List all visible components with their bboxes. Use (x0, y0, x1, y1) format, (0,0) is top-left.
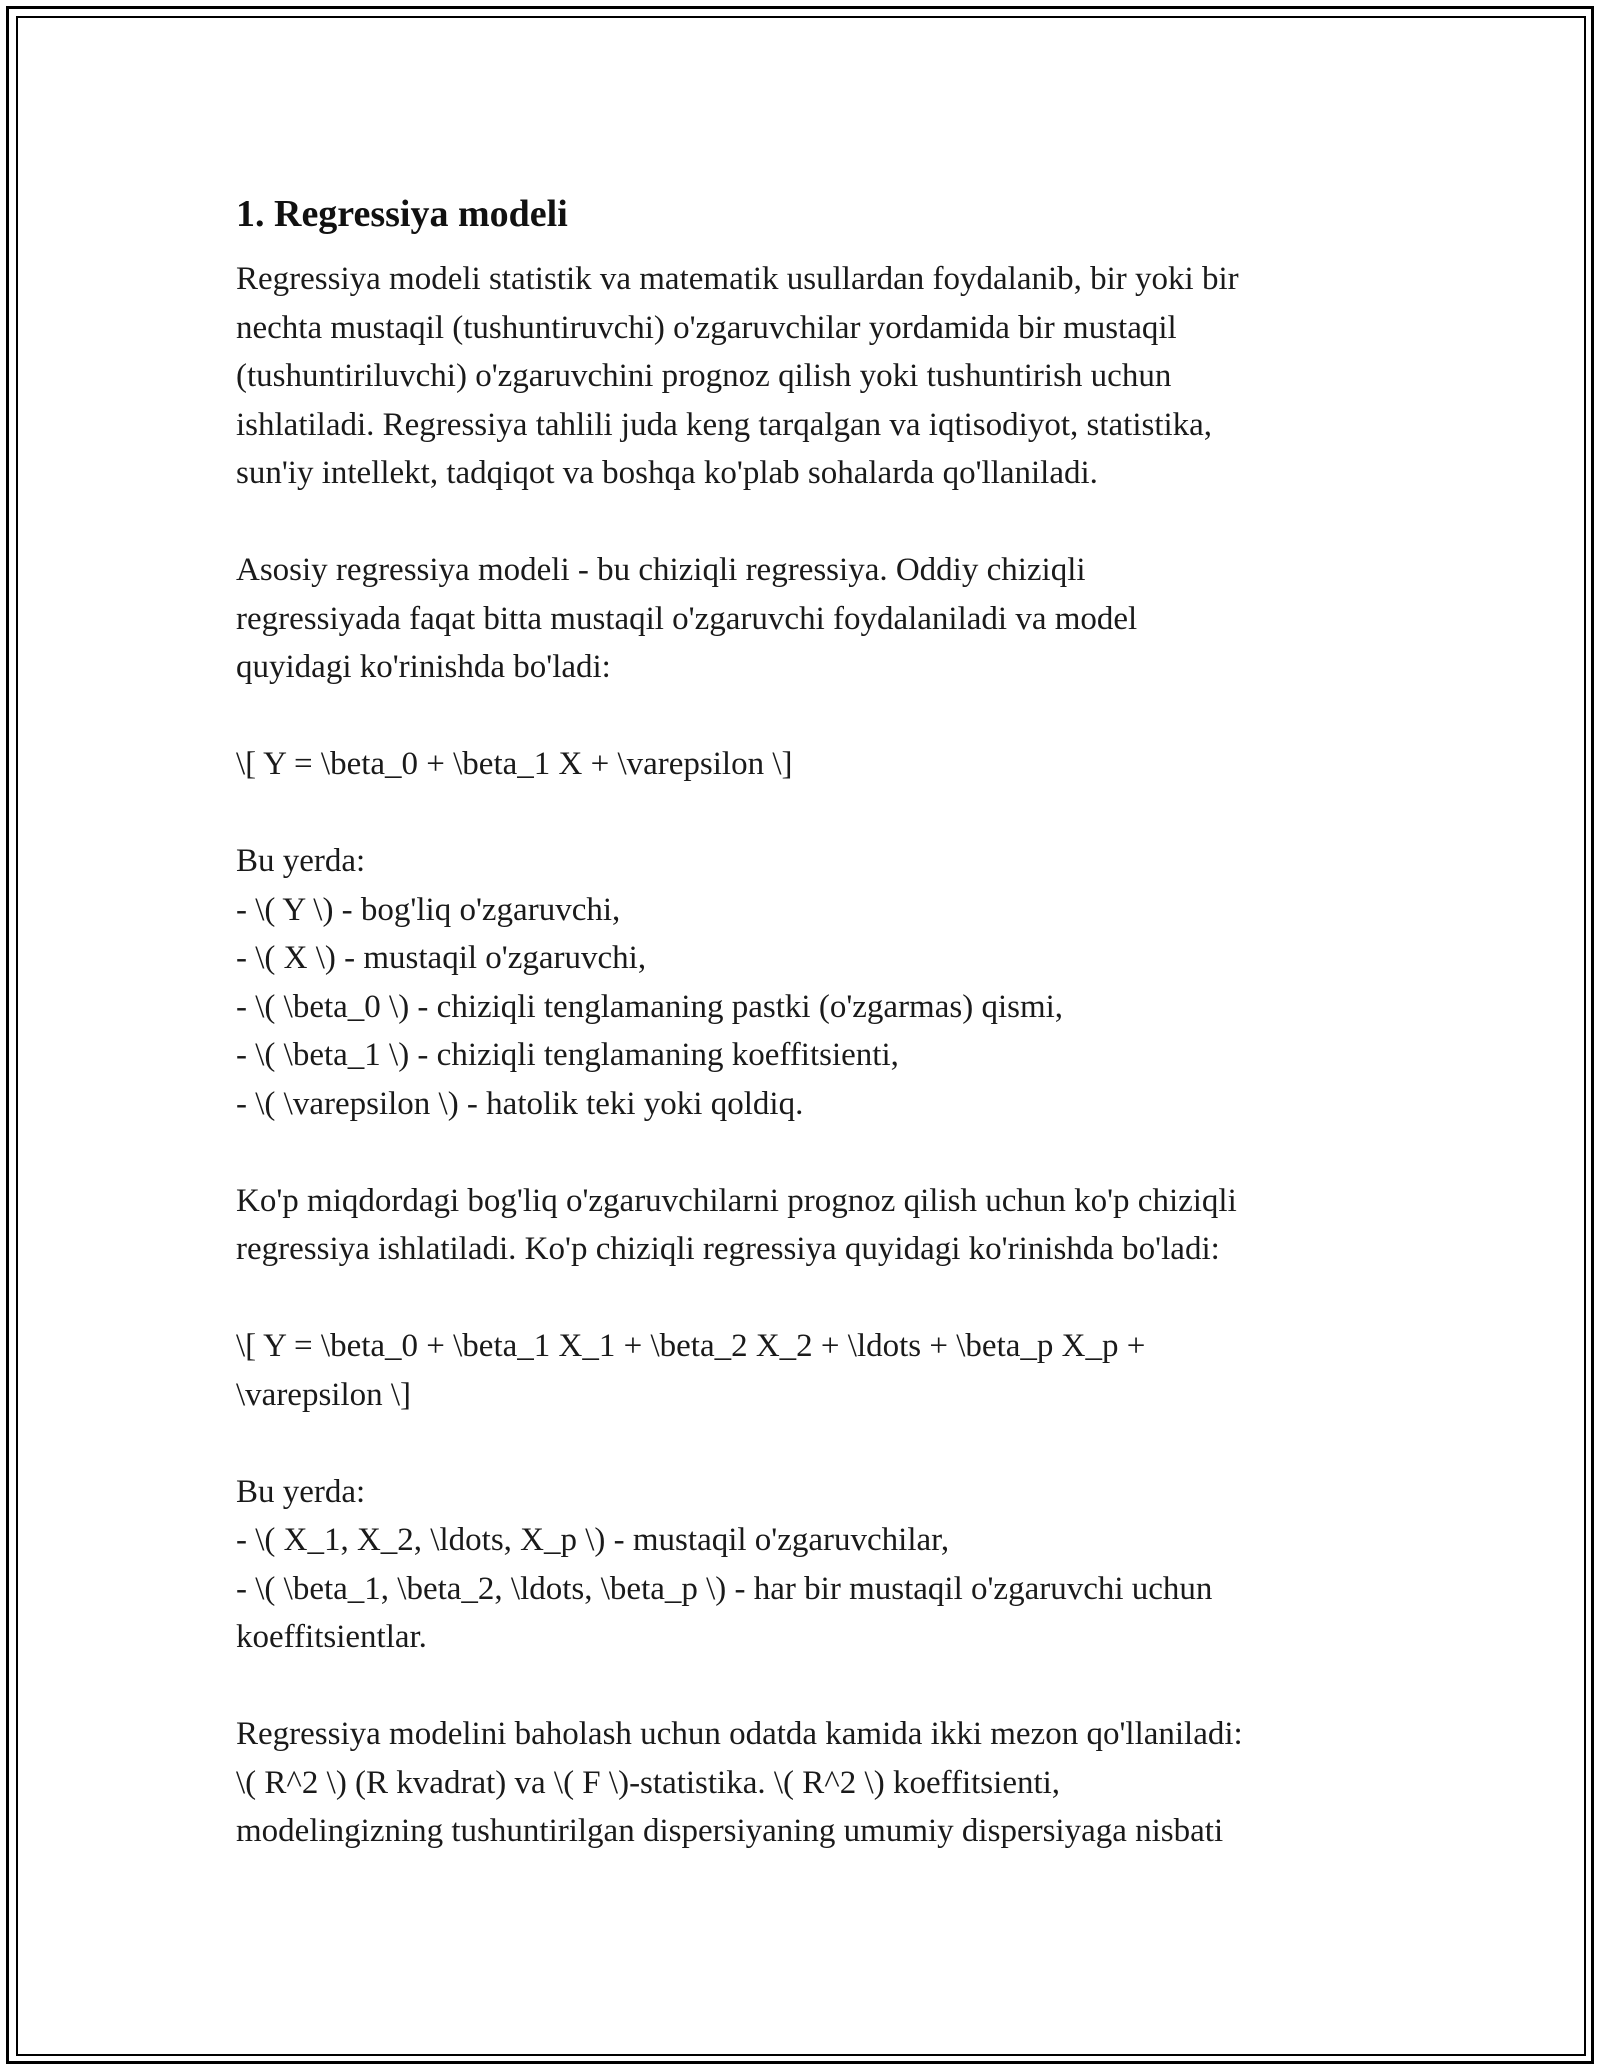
text-line: Bu yerda: (236, 843, 366, 879)
text-line: - \( \beta_0 \) - chiziqli tenglamaning pastki (o'zgarmas) qismi, (236, 988, 1064, 1025)
blank-line (236, 1274, 1366, 1323)
text-line: Ko'p miqdordagi bog'liq o'zgaruvchilarni prognoz qilish uchun ko'p chiziqli (236, 1182, 1237, 1219)
text-line: sun'iy intellekt, tadqiqot va boshqa ko'plab sohalarda qo'llaniladi. (236, 455, 1098, 491)
text-line: - \( \beta_1, \beta_2, \ldots, \beta_p \) - har bir mustaqil o'zgaruvchi uchun (236, 1570, 1213, 1607)
text-line: \[ Y = \beta_0 + \beta_1 X_1 + \beta_2 X_2 + \ldots + \beta_p X_p + (236, 1328, 1146, 1364)
text-line: regressiyada faqat bitta mustaqil o'zgaruvchi foydalaniladi va model (236, 600, 1138, 637)
document-body (236, 188, 1366, 1856)
text-line: - \( \varepsilon \) - hatolik teki yoki qoldiq. (236, 1085, 804, 1122)
text-line: modelingizning tushuntirilgan dispersiyaning umumiy dispersiyaga nisbati (236, 1813, 1224, 1849)
text-line: nechta mustaqil (tushuntiruvchi) o'zgaruvchilar yordamida bir mustaqil (236, 309, 1177, 346)
text-line: - \( X_1, X_2, \ldots, X_p \) - mustaqil o'zgaruvchilar, (236, 1522, 950, 1558)
text-line: \[ Y = \beta_0 + \beta_1 X + \varepsilon \] (236, 746, 793, 782)
text-line: Regressiya modeli statistik va matematik usullardan foydalanib, bir yoki bir (236, 261, 1239, 297)
text-line: regressiya ishlatiladi. Ko'p chiziqli regressiya quyidagi ko'rinishda bo'ladi: (236, 1231, 1220, 1267)
text-line: \( R^2 \) (R kvadrat) va \( F \)-statistika. \( R^2 \) koeffitsienti, (236, 1764, 1061, 1801)
text-line: - \( X \) - mustaqil o'zgaruvchi, (236, 940, 647, 976)
text-line: \varepsilon \] (236, 1376, 412, 1413)
text-line: ishlatiladi. Regressiya tahlili juda keng tarqalgan va iqtisodiyot, statistika, (236, 406, 1213, 443)
text-line: - \( Y \) - bog'liq o'zgaruvchi, (236, 891, 621, 928)
text-line: Asosiy regressiya modeli - bu chiziqli regressiya. Oddiy chiziqli (236, 552, 1086, 588)
blank-line (236, 498, 1366, 547)
paragraph-lines (236, 255, 1366, 1856)
text-line: (tushuntiriluvchi) o'zgaruvchini prognoz qilish yoki tushuntirish uchun (236, 358, 1172, 394)
blank-line (236, 1419, 1366, 1468)
blank-line (236, 1128, 1366, 1177)
blank-line (236, 692, 1366, 741)
section-heading: 1. Regressiya modeli (236, 193, 568, 235)
blank-line (236, 789, 1366, 838)
text-line: Regressiya modelini baholash uchun odatda kamida ikki mezon qo'llaniladi: (236, 1716, 1243, 1752)
text-line: koeffitsientlar. (236, 1619, 427, 1655)
text-line: - \( \beta_1 \) - chiziqli tenglamaning koeffitsienti, (236, 1037, 899, 1073)
blank-line (236, 1662, 1366, 1711)
text-line: quyidagi ko'rinishda bo'ladi: (236, 649, 611, 685)
text-line: Bu yerda: (236, 1473, 366, 1510)
